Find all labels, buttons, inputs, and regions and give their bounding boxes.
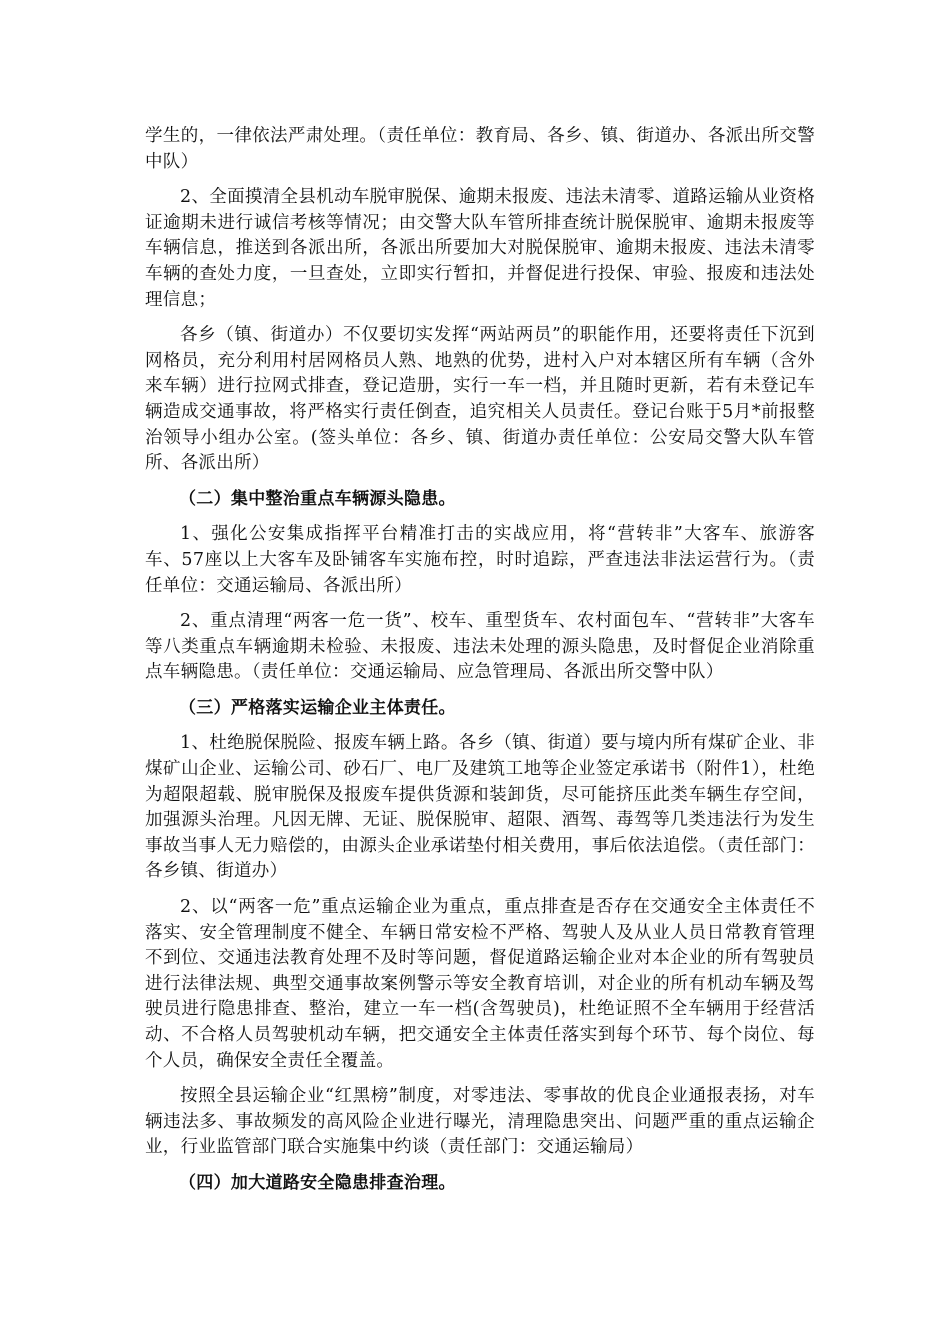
paragraph-item-2-key-vehicles: 2、重点清理“两客一危一货”、校车、重型货车、农村面包车、“营转非”大客车等八类重点车辆逾期未检验、未报废、违法未处理的源头隐患，及时督促企业消除重点车辆隐患。（责任单位：交通运输局、应急管理局、各派出所交警中队） [145, 611, 815, 683]
section-heading-2: （二）集中整治重点车辆源头隐患。 [179, 488, 456, 509]
paragraph-item-2-vehicle-check: 2、全面摸清全县机动车脱审脱保、逾期未报废、违法未清零、道路运输从业资格证逾期未进行诚信考核等情况；由交警大队车管所排查统计脱保脱审、逾期未报废等车辆信息，推送到各派出所，各派出所要加大对脱保脱审、逾期未报废、违法未清零车辆的查处力度，一旦查处，立即实行暂扣，并督促进行投保、审验、报废和违法处理信息； [145, 187, 815, 310]
paragraph-item-1-platform: 1、强化公安集成指挥平台精准打击的实战应用，将“营转非”大客车、旅游客车、57座以上大客车及卧铺客车实施布控，时时追踪，严查违法非法运营行为。（责任单位：交通运输局、各派出所） [145, 524, 815, 596]
document-page [145, 124, 815, 1207]
paragraph-item-2-transport-companies: 2、以“两客一危”重点运输企业为重点，重点排查是否存在交通安全主体责任不落实、安全管理制度不健全、车辆日常安检不严格、驾驶人及从业人员日常教育管理不到位、交通违法教育处理不及时等问题，督促道路运输企业对本企业的所有驾驶员进行法律法规、典型交通事故案例警示等安全教育培训，对企业的所有机动车辆及驾驶员进行隐患排查、整治，建立一车一档(含驾驶员)，杜绝证照不全车辆用于经营活动、不合格人员驾驶机动车辆，把交通安全主体责任落实到每个环节、每个岗位、每个人员，确保安全责任全覆盖。 [145, 897, 815, 1071]
paragraph-township-grid: 各乡（镇、街道办）不仅要切实发挥“两站两员”的职能作用，还要将责任下沉到网格员，充分利用村居网格员人熟、地熟的优势，进村入户对本辖区所有车辆（含外来车辆）进行拉网式排查，登记造册，实行一车一档，并且随时更新，若有未登记车辆造成交通事故，将严格实行责任倒查，追究相关人员责任。登记台账于5月*前报整治领导小组办公室。(签头单位：各乡、镇、街道办责任单位：公安局交警大队车管所、各派出所） [145, 325, 815, 474]
paragraph-continuation: 学生的，一律依法严肃处理。（责任单位：教育局、各乡、镇、街道办、各派出所交警中队） [145, 126, 815, 172]
paragraph-item-1-enterprise: 1、杜绝脱保脱险、报废车辆上路。各乡（镇、街道）要与境内所有煤矿企业、非煤矿山企业、运输公司、砂石厂、电厂及建筑工地等企业签定承诺书（附件1），杜绝为超限超载、脱审脱保及报废车提供货源和装卸货，尽可能挤压此类车辆生存空间，加强源头治理。凡因无牌、无证、脱保脱审、超限、酒驾、毒驾等几类违法行为发生事故当事人无力赔偿的，由源头企业承诺垫付相关费用，事后依法追偿。（责任部门：各乡镇、街道办） [145, 733, 815, 882]
section-heading-3: （三）严格落实运输企业主体责任。 [179, 697, 456, 718]
paragraph-red-black-list: 按照全县运输企业“红黑榜”制度，对零违法、零事故的优良企业通报表扬，对车辆违法多、事故频发的高风险企业进行曝光，清理隐患突出、问题严重的重点运输企业，行业监管部门联合实施集中约谈（责任部门：交通运输局） [145, 1086, 815, 1158]
section-heading-4: （四）加大道路安全隐患排查治理。 [179, 1172, 456, 1193]
